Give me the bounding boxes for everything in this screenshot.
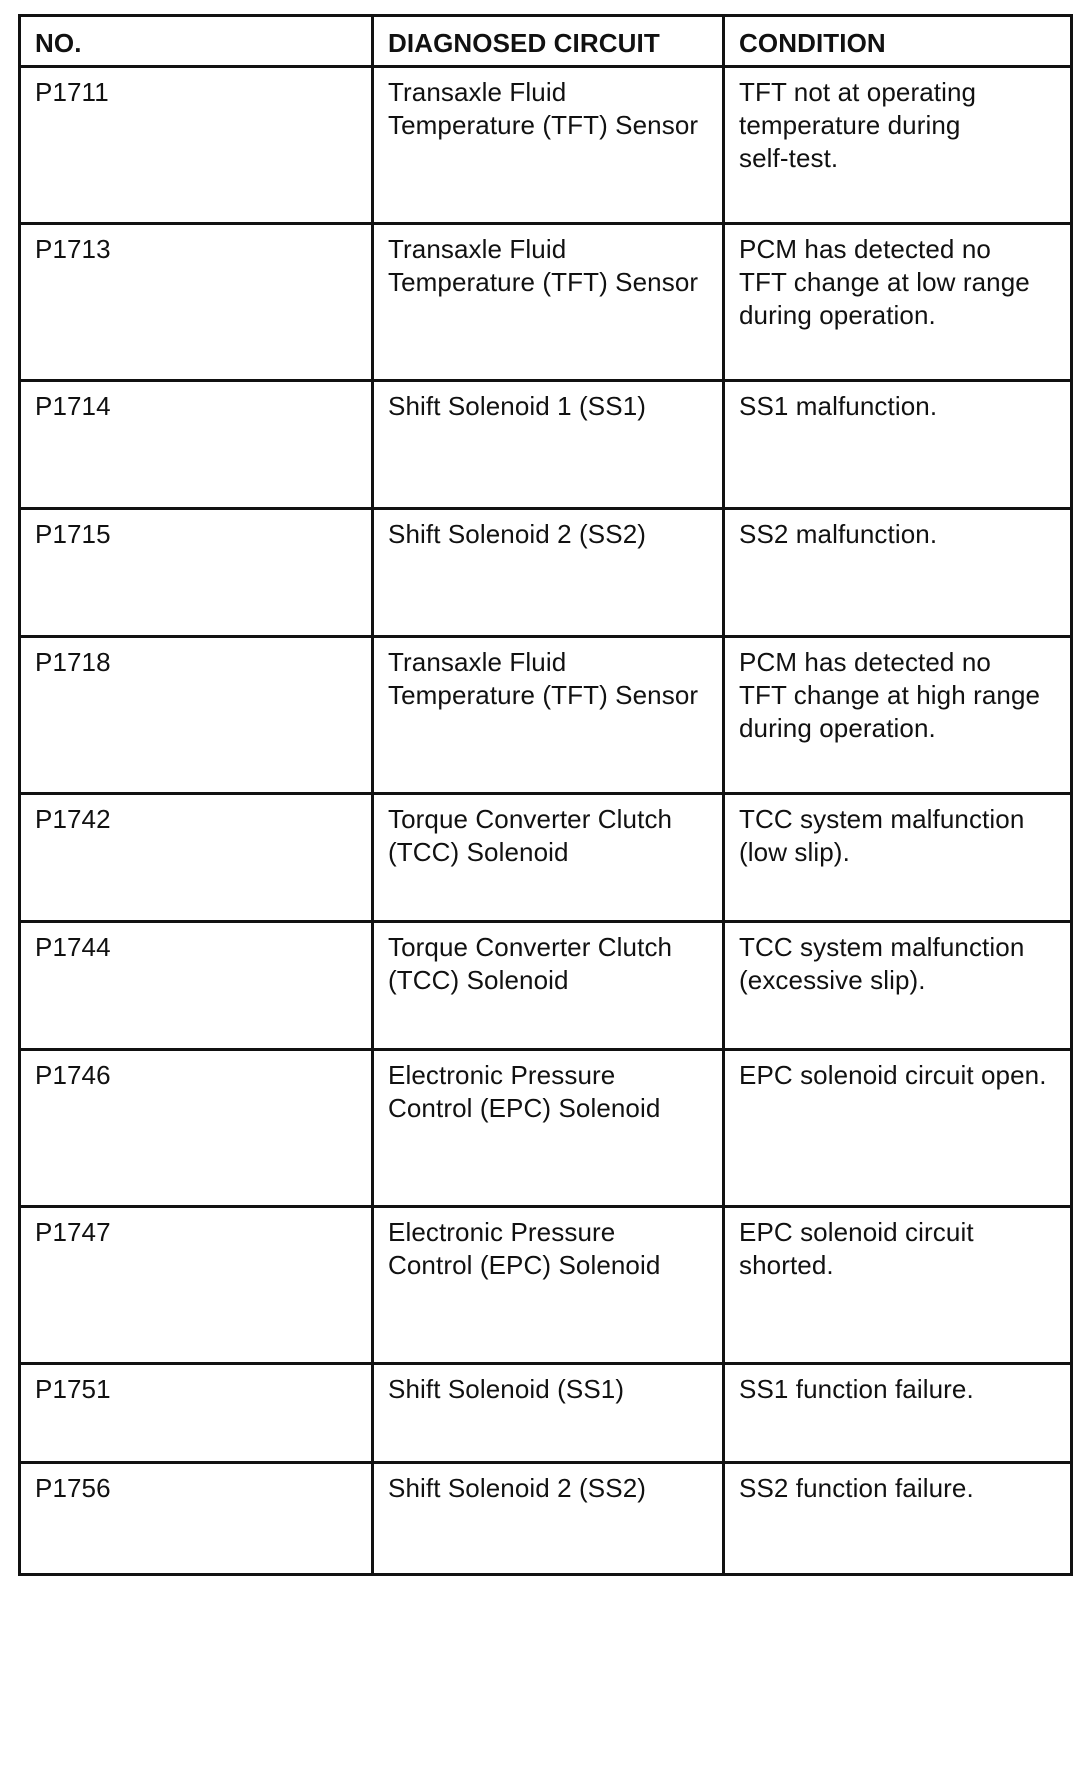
circuit-cell: Shift Solenoid 2 (SS2)	[373, 1463, 724, 1575]
circuit-cell: Torque Converter Clutch (TCC) Solenoid	[373, 794, 724, 922]
code-cell: P1756	[20, 1463, 373, 1575]
table-body	[20, 67, 1072, 1575]
circuit-cell: Transaxle Fluid Temperature (TFT) Sensor	[373, 224, 724, 381]
table-row	[20, 1207, 1072, 1364]
condition-cell: TFT not at operating temperature during self-test.	[724, 67, 1072, 224]
code-cell: P1744	[20, 922, 373, 1050]
code-cell: P1714	[20, 381, 373, 509]
header-diagnosed-circuit: DIAGNOSED CIRCUIT	[373, 16, 724, 67]
code-cell: P1713	[20, 224, 373, 381]
table-row	[20, 509, 1072, 637]
circuit-cell: Electronic Pressure Control (EPC) Solenoid	[373, 1207, 724, 1364]
condition-cell: SS2 function failure.	[724, 1463, 1072, 1575]
circuit-cell: Transaxle Fluid Temperature (TFT) Sensor	[373, 637, 724, 794]
circuit-cell: Shift Solenoid 2 (SS2)	[373, 509, 724, 637]
table-row	[20, 1364, 1072, 1463]
circuit-cell: Shift Solenoid 1 (SS1)	[373, 381, 724, 509]
circuit-cell: Shift Solenoid (SS1)	[373, 1364, 724, 1463]
code-cell: P1742	[20, 794, 373, 922]
circuit-cell: Transaxle Fluid Temperature (TFT) Sensor	[373, 67, 724, 224]
condition-cell: PCM has detected no TFT change at low range during operation.	[724, 224, 1072, 381]
table-row	[20, 637, 1072, 794]
code-cell: P1747	[20, 1207, 373, 1364]
circuit-cell: Electronic Pressure Control (EPC) Solenoid	[373, 1050, 724, 1207]
table-row	[20, 1463, 1072, 1575]
condition-cell: EPC solenoid circuit open.	[724, 1050, 1072, 1207]
table-header	[20, 16, 1072, 67]
condition-cell: SS1 malfunction.	[724, 381, 1072, 509]
condition-cell: TCC system malfunction (low slip).	[724, 794, 1072, 922]
table-row	[20, 224, 1072, 381]
condition-cell: TCC system malfunction (excessive slip).	[724, 922, 1072, 1050]
condition-cell: PCM has detected no TFT change at high range during operation.	[724, 637, 1072, 794]
code-cell: P1751	[20, 1364, 373, 1463]
header-no: NO.	[20, 16, 373, 67]
table-row	[20, 67, 1072, 224]
table-row	[20, 794, 1072, 922]
condition-cell: SS2 malfunction.	[724, 509, 1072, 637]
table-row	[20, 922, 1072, 1050]
condition-cell: SS1 function failure.	[724, 1364, 1072, 1463]
code-cell: P1715	[20, 509, 373, 637]
circuit-cell: Torque Converter Clutch (TCC) Solenoid	[373, 922, 724, 1050]
diagnostic-code-table	[18, 14, 1073, 1576]
code-cell: P1746	[20, 1050, 373, 1207]
code-cell: P1711	[20, 67, 373, 224]
header-condition: CONDITION	[724, 16, 1072, 67]
condition-cell: EPC solenoid circuit shorted.	[724, 1207, 1072, 1364]
header-row	[20, 16, 1072, 67]
table-row	[20, 381, 1072, 509]
code-cell: P1718	[20, 637, 373, 794]
table-row	[20, 1050, 1072, 1207]
